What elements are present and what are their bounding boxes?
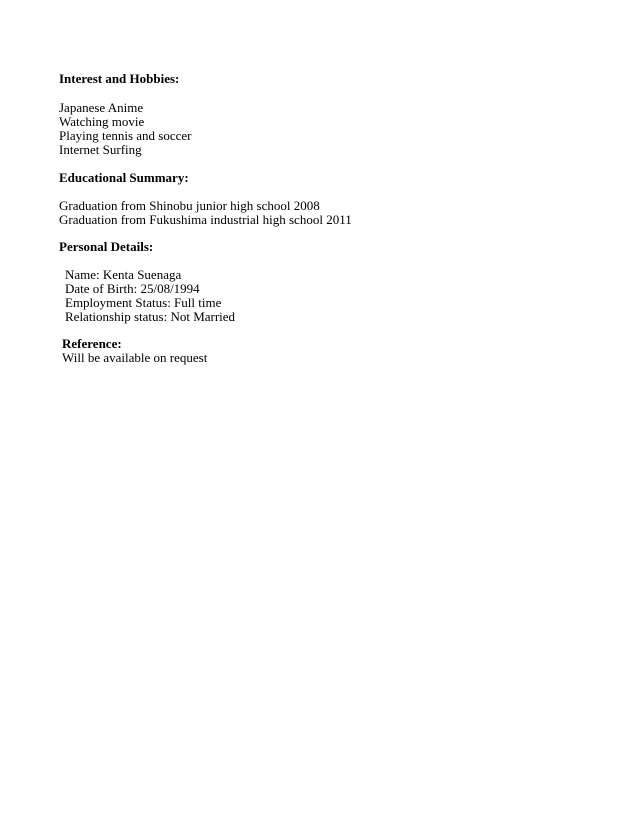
- personal-detail-dob: Date of Birth: 25/08/1994: [65, 281, 200, 296]
- interest-item: Japanese Anime: [59, 100, 144, 115]
- education-item: Graduation from Fukushima industrial high school 2011: [59, 212, 352, 227]
- interests-heading: Interest and Hobbies:: [59, 71, 180, 86]
- interest-item: Internet Surfing: [59, 142, 142, 157]
- reference-text: Will be available on request: [62, 350, 208, 365]
- education-heading: Educational Summary:: [59, 170, 189, 185]
- reference-heading: Reference:: [62, 336, 122, 351]
- personal-detail-employment: Employment Status: Full time: [65, 295, 222, 310]
- education-item: Graduation from Shinobu junior high school 2008: [59, 198, 320, 213]
- interest-item: Playing tennis and soccer: [59, 128, 192, 143]
- personal-detail-name: Name: Kenta Suenaga: [65, 267, 182, 282]
- personal-heading: Personal Details:: [59, 239, 154, 254]
- personal-detail-relationship: Relationship status: Not Married: [65, 309, 236, 324]
- interest-item: Watching movie: [59, 114, 145, 129]
